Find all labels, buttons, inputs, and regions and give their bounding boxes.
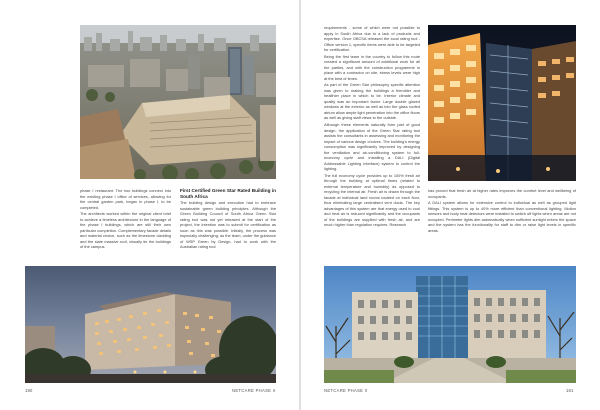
residential-buildings-dusk-photo (25, 266, 276, 383)
paragraph: The architects worked within the original client brief to achieve a timeless architecture in the language of the phase I buildings, which are still their own particular completion. Complementary facade details and material choice, such as the limestone cladding and the slate massive roof, visually tie the buildings of the campus. (80, 211, 171, 250)
running-head: NETCARE PHASE II (324, 388, 368, 393)
right-text-column-1 (324, 25, 420, 229)
paragraph: A DALI system allows for extensive control to individual as well as grouped light fittings. This system is up to 40% more efficient than conventional lighting. Motion sensors and body heat detectors were installed to switch off lights when areas are not occupied. Perimeter lights dim automatically when sufficient sunlight enters the space and the system has the functionality for staff to dim or raise light levels in specific areas. (428, 200, 576, 233)
section-heading: First Certified Green Star Rated Building in South Africa (180, 188, 276, 199)
paragraph: Being the first team in the country to follow this route created a significant amount of additional work for all the parties, and with the construction programme in place with a contractor on site, stress levels were high at the best of times. (324, 53, 420, 81)
campus-plaza-photo (324, 266, 576, 383)
paragraph: phase I restaurant. The two buildings connect into the existing phase I office of services, allowing for the central garden park, began in phase I, to be completed. (80, 188, 171, 210)
paragraph: Although these elements naturally form part of good design, the application of the Green Star rating tool assists the consultants in assessing and monitoring the impact of various design choices. The building's energy consumption was significantly improved by designing the ventilation and air-conditioning system to full-economy cycle and installing a DALI (Digital Addressable Lighting Interface) system to control the lighting. (324, 122, 420, 172)
right-text-column-2 (428, 188, 576, 234)
page-number: 181 (566, 388, 574, 393)
aerial-cityscape-photo (80, 25, 276, 179)
paragraph: has proved that fresh air at higher rates improves the comfort level and wellbeing of occupants. (428, 188, 576, 199)
night-atrium-photo (428, 25, 576, 181)
paragraph: As part of the Green Star philosophy specific attention was given to making the buildings a friendlier and healthier place in which to be. Interior climate and quality was an important factor. Large double glazed windows at the exterior as well as into the glass roofed atrium allow ample light penetration into the office floors as well as giving staff views to the outside. (324, 82, 420, 121)
paragraph: The full economy cycle provides up to 100% fresh air through the building at optimal times (related to external temperature and humidity) as opposed to recycling the internal air. Fresh air is drawn through the facade at individual land rooms located on each floor, thus eliminating large centralised vent ducts. The key advantages of this system are that energy used to cool and heat air is reduced significantly and the occupants of the buildings are supplied with fresh air, and are much higher than regulation requires. Research (324, 172, 420, 228)
page-gutter (299, 0, 301, 410)
paragraph: requirements - some of which were not possible to apply in South Africa due to a lack of products and expertise. Once GBCSA released the local rating tool - Office version 1, specific items were able to be targeted for certification. (324, 25, 420, 52)
paragraph: The building design and execution had to embrace sustainable green building principles. Although the Green Building Council of South Africa Green Star rating tool was not yet released at the start of the project, the intention was to submit for certification as soon as this was possible. Initially, the process was especially challenging, as the team, under the guidance of WSP Green by Design, had to work with the Australian rating tool (180, 200, 276, 250)
left-text-column-2 (180, 188, 276, 251)
running-head: NETCARE PHASE II (232, 388, 276, 393)
page-number: 180 (25, 388, 33, 393)
left-text-column-1 (80, 188, 171, 251)
